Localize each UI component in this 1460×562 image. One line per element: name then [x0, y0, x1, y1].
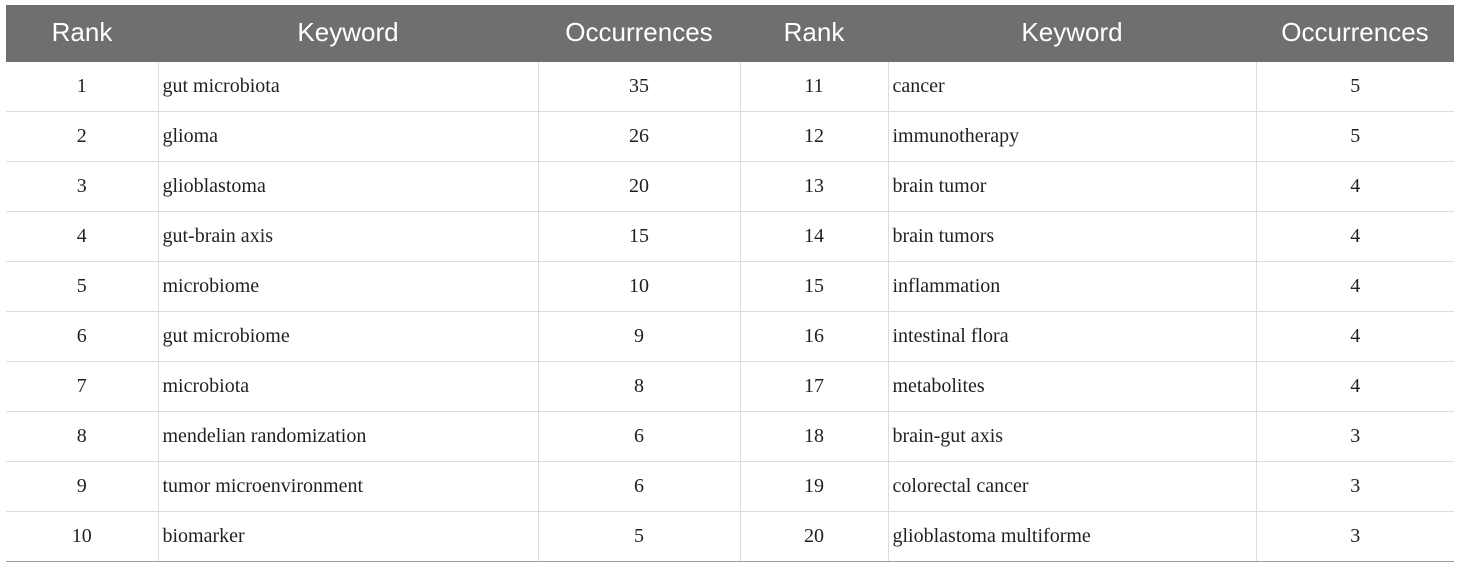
cell-keyword-left: biomarker	[158, 511, 538, 561]
cell-keyword-right: brain-gut axis	[888, 411, 1256, 461]
cell-rank-right: 20	[740, 511, 888, 561]
cell-rank-left: 5	[6, 261, 158, 311]
keyword-occurrence-table-container	[0, 5, 1460, 555]
table-row	[6, 62, 1454, 112]
cell-occurrences-right: 4	[1256, 361, 1454, 411]
cell-occurrences-left: 9	[538, 311, 740, 361]
cell-keyword-left: gut microbiome	[158, 311, 538, 361]
cell-occurrences-right: 4	[1256, 261, 1454, 311]
cell-rank-right: 11	[740, 62, 888, 112]
cell-keyword-right: colorectal cancer	[888, 461, 1256, 511]
cell-rank-right: 18	[740, 411, 888, 461]
cell-keyword-left: tumor microenvironment	[158, 461, 538, 511]
table-header-row	[6, 5, 1454, 62]
cell-occurrences-left: 26	[538, 111, 740, 161]
cell-keyword-left: gut-brain axis	[158, 211, 538, 261]
cell-keyword-right: immunotherapy	[888, 111, 1256, 161]
cell-rank-right: 15	[740, 261, 888, 311]
cell-occurrences-left: 5	[538, 511, 740, 561]
keyword-occurrence-table	[6, 5, 1454, 562]
cell-keyword-right: cancer	[888, 62, 1256, 112]
cell-keyword-left: gut microbiota	[158, 62, 538, 112]
cell-occurrences-left: 20	[538, 161, 740, 211]
cell-rank-left: 10	[6, 511, 158, 561]
cell-keyword-right: intestinal flora	[888, 311, 1256, 361]
cell-occurrences-left: 6	[538, 461, 740, 511]
column-header-keyword-left: Keyword	[158, 5, 538, 62]
cell-occurrences-right: 3	[1256, 461, 1454, 511]
table-row	[6, 261, 1454, 311]
table-header	[6, 5, 1454, 62]
cell-occurrences-right: 4	[1256, 211, 1454, 261]
table-row	[6, 461, 1454, 511]
cell-keyword-right: brain tumor	[888, 161, 1256, 211]
column-header-occurrences-right: Occurrences	[1256, 5, 1454, 62]
cell-keyword-left: glioma	[158, 111, 538, 161]
column-header-keyword-right: Keyword	[888, 5, 1256, 62]
cell-occurrences-left: 6	[538, 411, 740, 461]
table-body	[6, 62, 1454, 562]
cell-rank-right: 14	[740, 211, 888, 261]
column-header-rank-right: Rank	[740, 5, 888, 62]
cell-keyword-left: microbiota	[158, 361, 538, 411]
cell-rank-left: 2	[6, 111, 158, 161]
cell-occurrences-left: 8	[538, 361, 740, 411]
cell-keyword-left: glioblastoma	[158, 161, 538, 211]
cell-occurrences-right: 5	[1256, 62, 1454, 112]
cell-rank-right: 13	[740, 161, 888, 211]
cell-occurrences-left: 15	[538, 211, 740, 261]
cell-rank-right: 12	[740, 111, 888, 161]
cell-occurrences-right: 3	[1256, 411, 1454, 461]
cell-rank-left: 9	[6, 461, 158, 511]
cell-keyword-left: mendelian randomization	[158, 411, 538, 461]
table-row	[6, 211, 1454, 261]
column-header-occurrences-left: Occurrences	[538, 5, 740, 62]
table-row	[6, 411, 1454, 461]
cell-rank-left: 6	[6, 311, 158, 361]
cell-keyword-right: metabolites	[888, 361, 1256, 411]
table-row	[6, 111, 1454, 161]
cell-keyword-right: glioblastoma multiforme	[888, 511, 1256, 561]
cell-keyword-right: brain tumors	[888, 211, 1256, 261]
cell-rank-right: 17	[740, 361, 888, 411]
cell-rank-left: 3	[6, 161, 158, 211]
cell-keyword-left: microbiome	[158, 261, 538, 311]
cell-occurrences-right: 3	[1256, 511, 1454, 561]
cell-rank-right: 19	[740, 461, 888, 511]
cell-rank-left: 4	[6, 211, 158, 261]
table-row	[6, 311, 1454, 361]
cell-rank-left: 7	[6, 361, 158, 411]
table-row	[6, 361, 1454, 411]
column-header-rank-left: Rank	[6, 5, 158, 62]
table-row	[6, 511, 1454, 561]
cell-rank-left: 1	[6, 62, 158, 112]
cell-rank-left: 8	[6, 411, 158, 461]
cell-occurrences-left: 10	[538, 261, 740, 311]
cell-occurrences-left: 35	[538, 62, 740, 112]
cell-occurrences-right: 4	[1256, 311, 1454, 361]
cell-rank-right: 16	[740, 311, 888, 361]
table-row	[6, 161, 1454, 211]
cell-occurrences-right: 4	[1256, 161, 1454, 211]
cell-keyword-right: inflammation	[888, 261, 1256, 311]
cell-occurrences-right: 5	[1256, 111, 1454, 161]
